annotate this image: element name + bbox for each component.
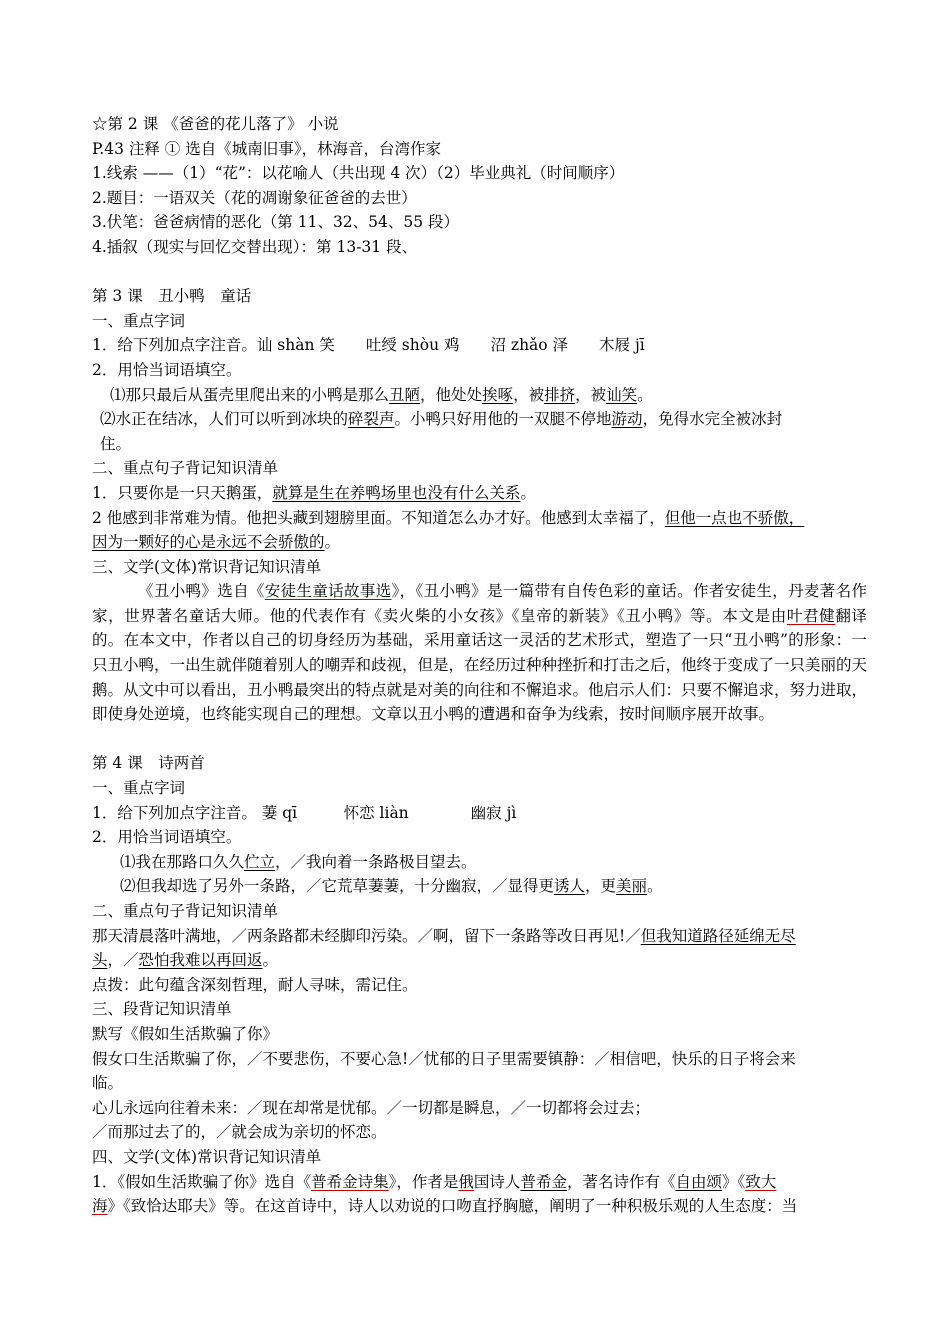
lesson3-fill-2: ⑵水正在结冰，人们可以听到冰块的碎裂声。小鸭只好用他的一双腿不停地游动，免得水完全被冰封	[100, 410, 783, 429]
lesson4-dictation-title: 默写《假如生活欺骗了你》	[92, 1024, 279, 1043]
lesson2-clue: 1.线索 ——（1）“花”：以花喻人（共出现 4 次）（2）毕业典礼（时间顺序）	[92, 164, 625, 183]
lesson4-fill-heading: 2．用恰当词语填空。	[92, 828, 242, 847]
lesson3-heading-literature: 三、文学(文体)常识背记知识清单	[92, 557, 322, 576]
lesson4-heading-words: 一、重点字词	[92, 779, 186, 798]
lesson2-foreshadow: 3.伏笔：爸爸病情的恶化（第 11、32、54、55 段）	[92, 213, 460, 232]
lesson4-literature-line-1: 1．《假如生活欺骗了你》选自《普希金诗集》，作者是俄国诗人普希金，著名诗作有《自由颂》《致大	[92, 1172, 777, 1191]
lesson4-poem-line-1: 假女口生活欺骗了你，／不要悲伤，不要心急!／忧郁的日子里需要镇静：／相信吧，快乐的日子将会来	[92, 1049, 796, 1068]
lesson4-fill-1: ⑴我在那路口久久伫立，／我向着一条路极目望去。	[120, 852, 477, 871]
lesson4-sentence-1-cont: 头，／恐怕我难以再回返。	[92, 951, 279, 970]
lesson3-fill-heading: 2．用恰当词语填空。	[92, 360, 242, 379]
lesson3-literature-paragraph: 《丑小鸭》选自《安徒生童话故事选》，《丑小鸭》是一篇带有自传色彩的童话。作者安徒生，丹麦著名作家，世界著名童话大师。他的代表作有《卖火柴的小女孩》《皇帝的新装》《丑小鸭》等。本文是由叶君健翻译的。在本文中，作者以自己的切身经历为基础，采用童话这一灵活的艺术形式，塑造了一只“丑小鸭”的形象：一只丑小鸭，一出生就伴随着别人的嘲弄和歧视，但是，在经历过种种挫折和打击之后，他终于变成了一只美丽的天鹅。从文中可以看出，丑小鸭最突出的特点就是对美的向往和不懈追求。他启示人们：只要不懈追求，努力进取，即使身处逆境，也终能实现自己的理想。文章以丑小鸭的遭遇和奋争为线索，按时间顺序展开故事。	[92, 582, 868, 724]
lesson4-heading-sentences: 二、重点句子背记知识清单	[92, 902, 279, 920]
lesson4-pinyin-line: 1．给下列加点字注音。 萋 qī 怀恋 liàn 幽寂 jì	[92, 803, 517, 822]
lesson4-literature-line-2: 海》《致恰达耶夫》等。在这首诗中，诗人以劝说的口吻直抒胸臆，阐明了一种积极乐观的人生态度：当	[92, 1197, 798, 1216]
spacer	[92, 260, 867, 285]
lesson2-title: ☆第 2 课 《爸爸的花儿落了》 小说	[92, 115, 339, 133]
lesson4-fill-2: ⑵但我却选了另外一条路，／它荒草萋萋，十分幽寂，／显得更诱人，更美丽。	[120, 877, 663, 896]
lesson4-poem-line-2: 心儿永远向往着未来：／现在却常是忧郁。／一切都是瞬息，／一切都将会过去；	[92, 1098, 651, 1117]
lesson3-heading-sentences: 二、重点句子背记知识清单	[92, 459, 279, 478]
lesson4-heading-literature: 四、文学(文体)常识背记知识清单	[92, 1147, 322, 1166]
lesson3-title: 第 3 课 丑小鸭 童话	[92, 287, 252, 306]
lesson2-topic: 2.题目：一语双关（花的凋谢象征爸爸的去世）	[92, 188, 417, 207]
lesson3-heading-words: 一、重点字词	[92, 311, 186, 330]
lesson4-poem-line-1-cont: 临。	[92, 1074, 124, 1093]
lesson4-title: 第 4 课 诗两首	[92, 754, 205, 773]
lesson3-sentence-2-cont: 因为一颗好的心是永远不会骄傲的。	[92, 533, 341, 552]
lesson4-poem-line-3: ／而那过去了的，／就会成为亲切的怀恋。	[92, 1123, 387, 1142]
document-page	[92, 112, 867, 1219]
lesson2-note: P.43 注释 ① 选自《城南旧事》，林海音，台湾作家	[92, 139, 441, 158]
spacer	[92, 727, 867, 752]
lesson3-sentence-1: 1．只要你是一只天鹅蛋，就算是生在养鸭场里也没有什么关系。	[92, 483, 536, 502]
lesson4-hint: 点拨：此句蕴含深刻哲理，耐人寻味，需记住。	[92, 975, 418, 994]
lesson4-sentence-1: 那天清晨落叶满地，／两条路都未经脚印污染。／啊，留下一条路等改日再见!／但我知道路径延绵无尽	[92, 926, 796, 945]
lesson3-fill-1: ⑴那只最后从蛋壳里爬出来的小鸭是那么丑陋，他处处挨啄，被排挤，被讪笑。	[110, 385, 653, 404]
lesson2-flashback: 4.插叙（现实与回忆交替出现）：第 13-31 段、	[92, 237, 418, 256]
lesson3-fill-2-cont: 住。	[100, 434, 132, 453]
lesson3-pinyin-line: 1．给下列加点字注音。讪 shàn 笑 吐绶 shòu 鸡 沼 zhǎo 泽 木屐 jī	[92, 336, 645, 355]
lesson3-sentence-2: 2 他感到非常难为情。他把头藏到翅膀里面。不知道怎么办才好。他感到太幸福了，但他一点也不骄傲，	[92, 508, 805, 527]
lesson4-heading-passage: 三、段背记知识清单	[92, 1000, 232, 1019]
